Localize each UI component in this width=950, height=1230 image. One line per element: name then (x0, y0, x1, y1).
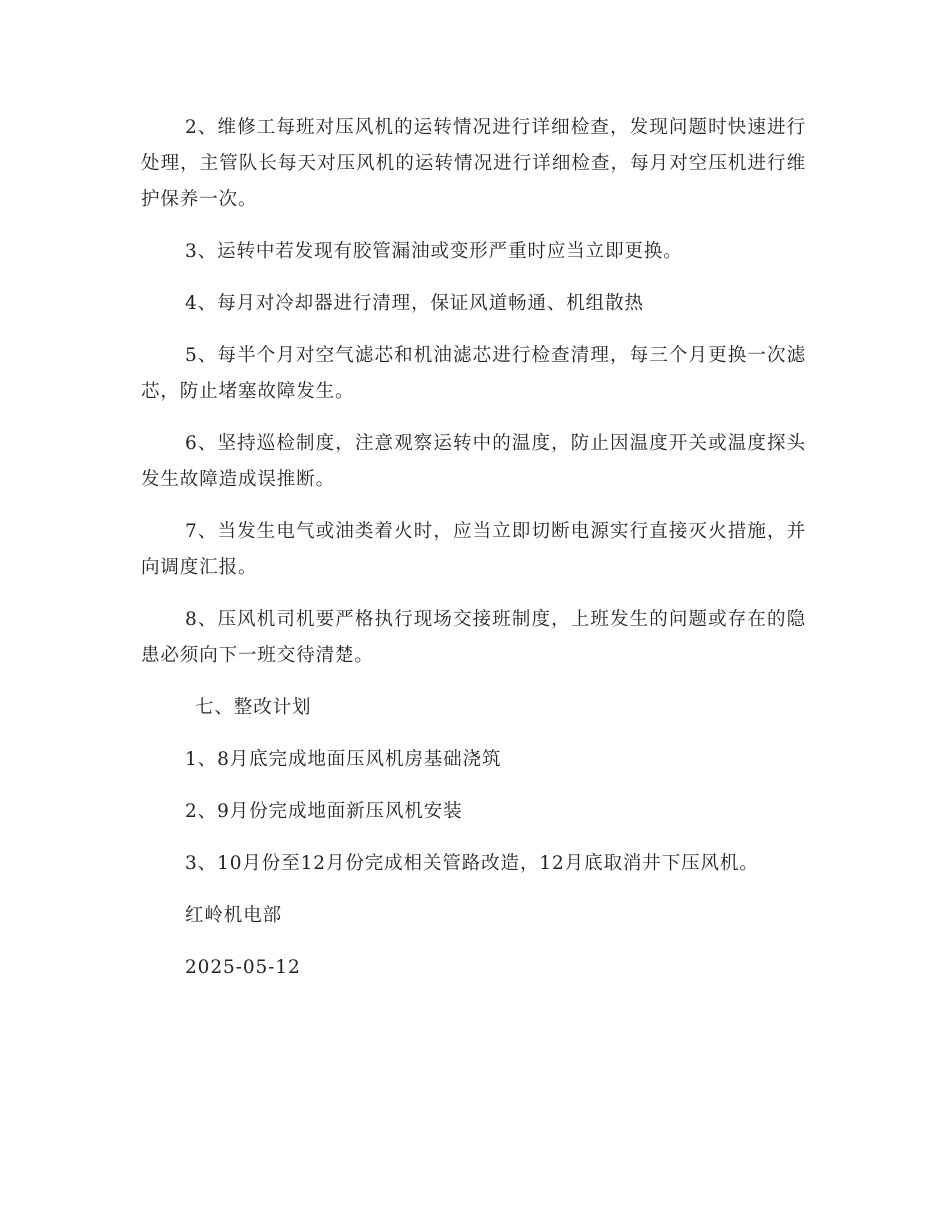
plan-item-2: 2、9月份完成地面新压风机安装 (185, 801, 463, 822)
document-body (141, 110, 806, 1002)
document-date: 2025-05-12 (185, 957, 301, 978)
paragraph-item-7: 7、当发生电气或油类着火时，应当立即切断电源实行直接灭火措施，并向调度汇报。 (141, 521, 806, 578)
section-heading: 七、整改计划 (195, 697, 312, 718)
paragraph-item-2: 2、维修工每班对压风机的运转情况进行详细检查，发现问题时快速进行处理，主管队长每天对压风机的运转情况进行详细检查，每月对空压机进行维护保养一次。 (141, 117, 806, 210)
signature: 红岭机电部 (185, 905, 283, 926)
paragraph-item-8: 8、压风机司机要严格执行现场交接班制度，上班发生的问题或存在的隐患必须向下一班交待清楚。 (141, 609, 806, 666)
paragraph-item-5: 5、每半个月对空气滤芯和机油滤芯进行检查清理，每三个月更换一次滤芯，防止堵塞故障发生。 (141, 345, 806, 402)
plan-item-3: 3、10月份至12月份完成相关管路改造，12月底取消井下压风机。 (185, 853, 759, 874)
paragraph-item-4: 4、每月对冷却器进行清理，保证风道畅通、机组散热 (185, 293, 644, 314)
paragraph-item-3: 3、运转中若发现有胶管漏油或变形严重时应当立即更换。 (185, 241, 683, 262)
paragraph-item-6: 6、坚持巡检制度，注意观察运转中的温度，防止因温度开关或温度探头发生故障造成误推断。 (141, 433, 806, 490)
plan-item-1: 1、8月底完成地面压风机房基础浇筑 (185, 749, 502, 770)
